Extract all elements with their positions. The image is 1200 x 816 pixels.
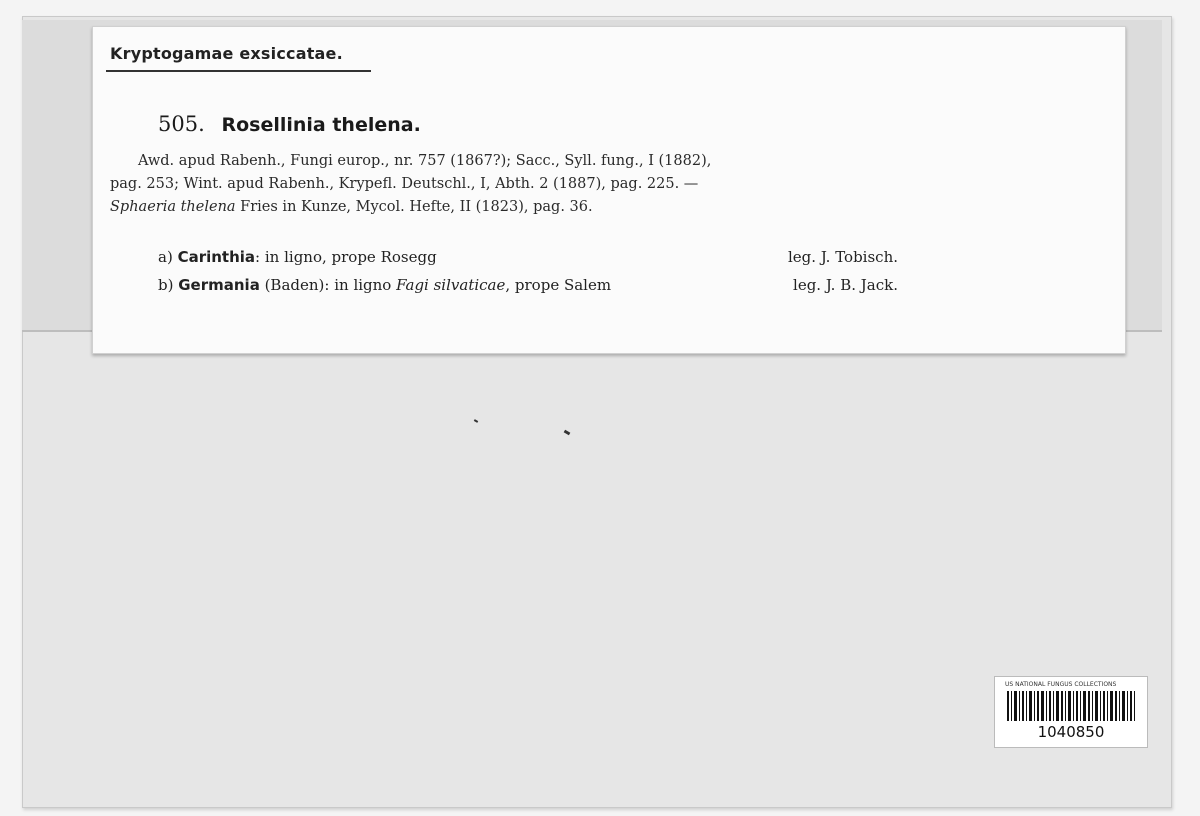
collection-locality-line <box>158 248 437 266</box>
collector: leg. J. B. Jack. <box>793 276 898 294</box>
citation-line-1: Awd. apud Rabenh., Fungi europ., nr. 757 (1867?); Sacc., Syll. fung., I (1882), <box>138 153 712 169</box>
series-underline <box>106 70 371 72</box>
collection-region: Germania <box>178 276 260 294</box>
collection-place: , prope Salem <box>505 276 612 294</box>
collector: leg. J. Tobisch. <box>788 248 898 266</box>
collection-detail: : in ligno, prope Rosegg <box>255 248 437 266</box>
collection-locality-line <box>158 276 611 294</box>
synonym-name: Sphaeria thelena <box>110 199 236 215</box>
citation-paragraph <box>110 150 1010 219</box>
collection-a <box>158 248 898 266</box>
barcode-number: 1040850 <box>1037 723 1105 741</box>
citation-line-3 <box>110 196 1010 219</box>
collection-prefix: a) <box>158 248 178 266</box>
barcode-bars <box>1007 691 1135 721</box>
series-title: Kryptogamae exsiccatae. <box>110 44 343 63</box>
collection-prefix: b) <box>158 276 179 294</box>
barcode-header: US NATIONAL FUNGUS COLLECTIONS <box>1005 681 1117 688</box>
synonym-reference: Fries in Kunze, Mycol. Hefte, II (1823), pag. 36. <box>235 199 593 215</box>
collection-detail: (Baden): in ligno <box>259 276 397 294</box>
host-name: Fagi silvaticae <box>396 276 506 294</box>
collection-region: Carinthia <box>177 248 256 266</box>
barcode-label <box>994 676 1148 748</box>
citation-line-2: pag. 253; Wint. apud Rabenh., Krypefl. Deutschl., I, Abth. 2 (1887), pag. 225. — <box>110 176 699 192</box>
species-name: Rosellinia thelena. <box>221 114 421 136</box>
species-heading <box>158 112 421 136</box>
collection-b <box>158 276 898 294</box>
entry-number: 505. <box>158 112 205 136</box>
